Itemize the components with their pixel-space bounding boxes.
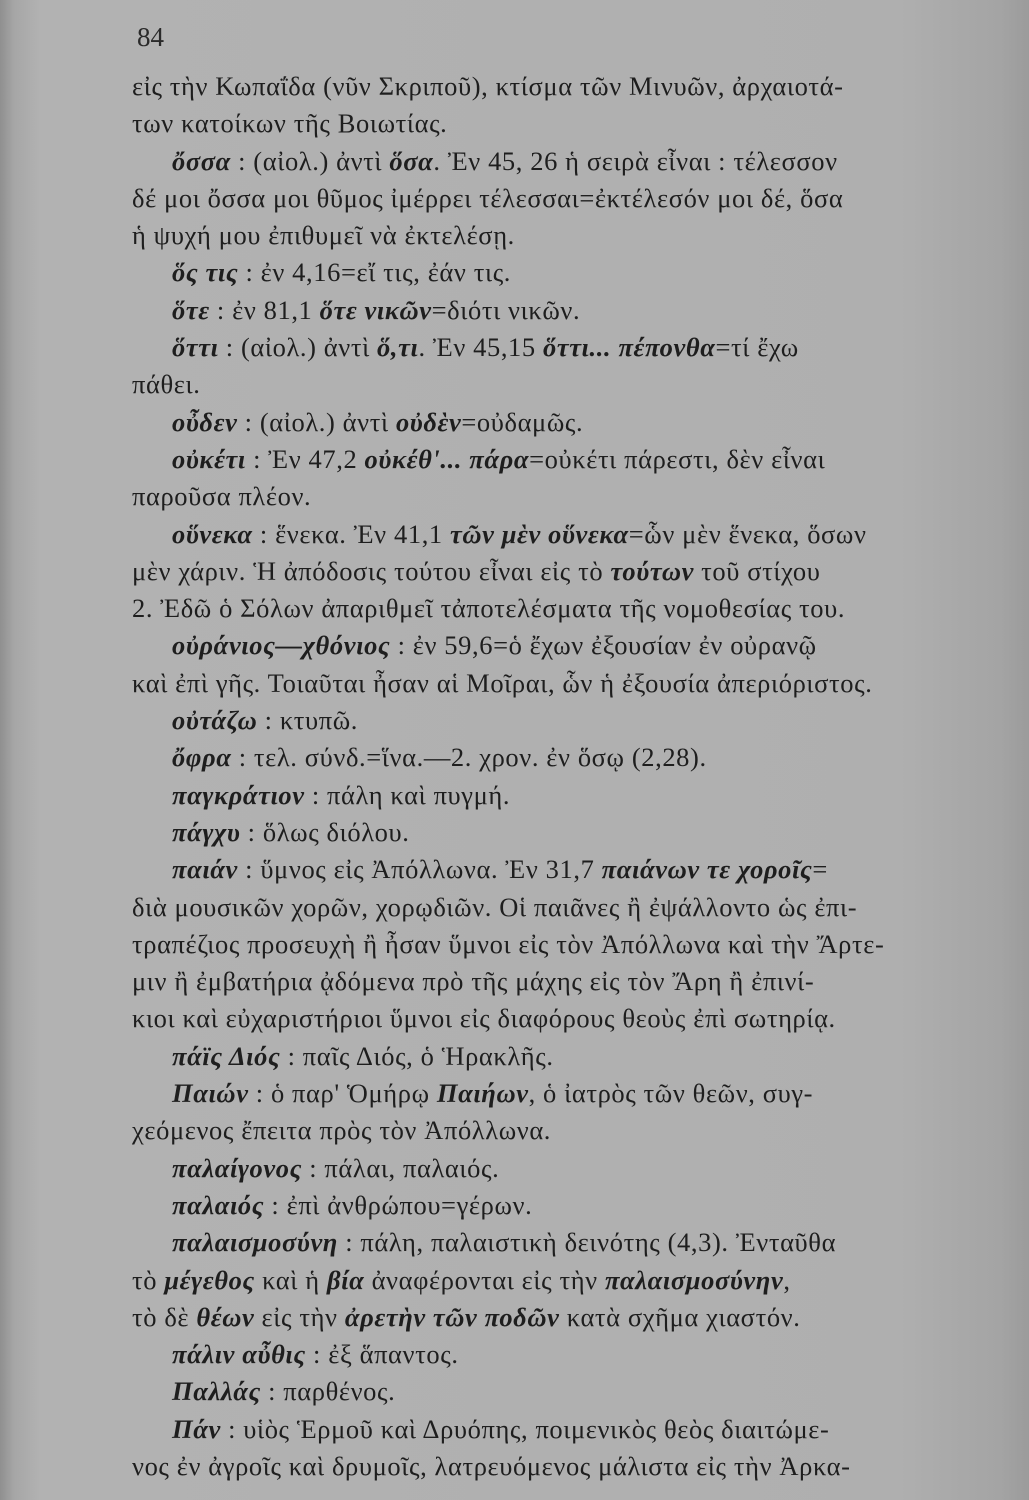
text-run: : παῖς Διός, ὁ Ἡρακλῆς. bbox=[280, 1040, 554, 1071]
text-run: : (αἰολ.) ἀντὶ bbox=[237, 406, 396, 437]
text-run: : ἐπὶ ἀνθρώπου=γέρων. bbox=[264, 1189, 533, 1220]
headword: πέπονθα bbox=[618, 332, 716, 363]
text-run: κιοι καὶ εὐχαριστήριοι ὕμνοι εἰς διαφόρους θεοὺς ἐπὶ σωτηρίᾳ. bbox=[132, 1003, 836, 1034]
text-line bbox=[132, 1411, 1002, 1448]
page-number: 84 bbox=[137, 22, 164, 52]
headword: ὅτε νικῶν bbox=[319, 294, 432, 325]
text-line bbox=[132, 1448, 1002, 1485]
text-run: . Ἐν 45, 26 ἡ σειρὰ εἶναι : τέλεσσον bbox=[433, 145, 838, 176]
text-line bbox=[132, 516, 1002, 553]
headword: παιάν bbox=[172, 854, 238, 885]
headword: οὐκέθ'... bbox=[364, 443, 463, 474]
headword: Παλλάς bbox=[172, 1376, 261, 1407]
headword: ὅσα bbox=[389, 145, 434, 176]
headword: ὅττι... bbox=[542, 332, 612, 363]
headword: μέγεθος bbox=[164, 1264, 255, 1295]
text-run: τὸ bbox=[132, 1264, 165, 1295]
text-run: μὲν χάριν. Ἡ ἀπόδοσις τούτου εἶναι εἰς τὸ bbox=[132, 555, 611, 586]
text-run: : ἐν 59,6=ὁ ἔχων ἐξουσίαν ἐν οὐρανῷ bbox=[390, 630, 817, 661]
headword: βία bbox=[326, 1264, 365, 1295]
text-line bbox=[132, 1000, 1002, 1037]
text-line bbox=[132, 851, 1002, 888]
text-run: κατὰ σχῆμα χιαστόν. bbox=[559, 1301, 801, 1332]
headword: Παιών bbox=[172, 1078, 249, 1109]
text-run: νος ἐν ἀγροῖς καὶ δρυμοῖς, λατρευόμενος μάλιστα εἰς τὴν Ἀρκα- bbox=[132, 1450, 851, 1481]
text-run: : ὁ παρ' Ὁμήρῳ bbox=[248, 1078, 437, 1109]
text-run: : ἐν 81,1 bbox=[209, 294, 320, 325]
text-run: : τελ. σύνδ.=ἵνα.—2. χρον. ἐν ὅσῳ (2,28). bbox=[231, 742, 707, 773]
text-line bbox=[132, 366, 1002, 403]
text-run: 2. Ἐδῶ ὁ Σόλων ἀπαριθμεῖ τἀποτελέσματα τῆς νομοθεσίας του. bbox=[132, 593, 846, 624]
text-run: τοῦ στίχου bbox=[693, 555, 821, 586]
text-run: των κατοίκων τῆς Βοιωτίας. bbox=[132, 108, 448, 139]
text-run: : κτυπῶ. bbox=[257, 705, 358, 736]
text-run: =οὐδαμῶς. bbox=[461, 406, 584, 437]
headword: οὐράνιος—χθόνιος bbox=[172, 630, 391, 661]
headword: παλαιός bbox=[172, 1189, 265, 1220]
headword: ὄσσα bbox=[172, 145, 231, 176]
text-line bbox=[132, 68, 1002, 105]
text-run: : ὕμνος εἰς Ἀπόλλωνα. Ἐν 31,7 bbox=[237, 854, 602, 885]
text-line bbox=[132, 627, 1002, 664]
text-run: εἰς τὴν Κωπαΐδα (νῦν Σκριποῦ), κτίσμα τῶν Μινυῶν, ἀρχαιοτά- bbox=[132, 71, 844, 101]
text-line bbox=[132, 665, 1002, 702]
text-line bbox=[132, 553, 1002, 590]
headword: ἀρετὴν τῶν ποδῶν bbox=[344, 1301, 560, 1332]
text-run: καὶ ἡ bbox=[254, 1264, 327, 1295]
text-run: ἡ ψυχή μου ἐπιθυμεῖ νὰ ἐκτελέσῃ. bbox=[132, 220, 515, 251]
text-run: τὸ δὲ bbox=[132, 1301, 197, 1332]
headword: πάλιν αὖθις bbox=[172, 1339, 306, 1370]
headword: ὅς τις bbox=[172, 257, 239, 288]
headword: ὅ,τι bbox=[377, 332, 419, 363]
text-run: = bbox=[812, 854, 828, 885]
headword: Πάν bbox=[172, 1413, 221, 1444]
headword: ὄφρα bbox=[172, 742, 232, 773]
text-run: : ὅλως διόλου. bbox=[240, 816, 410, 847]
text-run: =διότι νικῶν. bbox=[431, 294, 581, 325]
text-run: διὰ μουσικῶν χορῶν, χορῳδιῶν. Οἱ παιᾶνες ἢ ἐψάλλοντο ὡς ἐπι- bbox=[132, 891, 858, 922]
text-line bbox=[132, 1299, 1002, 1336]
headword: πάγχυ bbox=[172, 816, 241, 847]
text-run: : (αἰολ.) ἀντὶ bbox=[218, 332, 378, 363]
text-run: , bbox=[783, 1264, 791, 1295]
text-line bbox=[132, 329, 1002, 366]
text-line bbox=[132, 1262, 1002, 1299]
text-run: : ἕνεκα. Ἐν 41,1 bbox=[252, 518, 450, 549]
text-line bbox=[132, 404, 1002, 441]
headword: παλαισμοσύνην bbox=[604, 1264, 784, 1295]
text-line bbox=[132, 1075, 1002, 1112]
text-line bbox=[132, 180, 1002, 217]
text-line bbox=[132, 777, 1002, 814]
headword: Παιήων bbox=[436, 1078, 529, 1109]
text-line bbox=[132, 889, 1002, 926]
headword: παλαίγονος bbox=[172, 1152, 303, 1183]
text-line bbox=[132, 292, 1002, 329]
text-run: . Ἐν 45,15 bbox=[418, 332, 543, 363]
headword: ὅτε bbox=[172, 294, 210, 325]
headword: τῶν μὲν οὕνεκα bbox=[450, 518, 629, 549]
text-line bbox=[132, 1224, 1002, 1261]
text-line bbox=[132, 1373, 1002, 1410]
headword: θέων bbox=[196, 1301, 255, 1332]
headword: τούτων bbox=[610, 555, 694, 586]
headword: οὐδὲν bbox=[395, 406, 462, 437]
text-line bbox=[132, 254, 1002, 291]
headword: παγκράτιον bbox=[172, 779, 305, 810]
text-run: : πάλη, παλαιστικὴ δεινότης (4,3). Ἐνταῦθα bbox=[337, 1227, 837, 1258]
text-line bbox=[132, 963, 1002, 1000]
text-line bbox=[132, 1112, 1002, 1149]
headword: οὕνεκα bbox=[172, 518, 253, 549]
text-line bbox=[132, 739, 1002, 776]
text-run: : ἐν 4,16=εἴ τις, ἐάν τις. bbox=[238, 257, 512, 288]
text-run: ἀναφέρονται εἰς τὴν bbox=[364, 1264, 605, 1295]
text-line bbox=[132, 1038, 1002, 1075]
text-line bbox=[132, 1150, 1002, 1187]
text-run: : υἱὸς Ἑρμοῦ καὶ Δρυόπης, ποιμενικὸς θεὸς διαιτώμε- bbox=[220, 1413, 830, 1444]
text-line bbox=[132, 590, 1002, 627]
text-line bbox=[132, 1336, 1002, 1373]
text-run: εἰς τὴν bbox=[254, 1301, 345, 1332]
text-line bbox=[132, 105, 1002, 142]
text-line bbox=[132, 143, 1002, 180]
text-line bbox=[132, 1187, 1002, 1224]
text-line bbox=[132, 217, 1002, 254]
glossary-text bbox=[132, 68, 1002, 1485]
headword: παιάνων τε χοροῖς bbox=[601, 854, 813, 885]
text-run: : (αἰολ.) ἀντὶ bbox=[230, 145, 390, 176]
text-line bbox=[132, 702, 1002, 739]
headword: παλαισμοσύνη bbox=[172, 1227, 338, 1258]
text-line bbox=[132, 926, 1002, 963]
text-line bbox=[132, 441, 1002, 478]
text-run: =ὧν μὲν ἕνεκα, ὅσων bbox=[628, 518, 867, 549]
text-run: χεόμενος ἔπειτα πρὸς τὸν Ἀπόλλωνα. bbox=[132, 1115, 552, 1146]
headword: οὐκέτι bbox=[172, 443, 246, 474]
headword: οὐτάζω bbox=[172, 705, 258, 736]
text-run: καὶ ἐπὶ γῆς. Τοιαῦται ἦσαν αἱ Μοῖραι, ὧν ἡ ἐξουσία ἀπεριόριστος. bbox=[132, 667, 873, 698]
headword: οὖδεν bbox=[172, 406, 238, 437]
text-run: =οὐκέτι πάρεστι, δὲν εἶναι bbox=[529, 443, 826, 474]
text-run: μιν ἢ ἐμβατήρια ᾀδόμενα πρὸ τῆς μάχης εἰς τὸν Ἄρη ἢ ἐπινί- bbox=[132, 966, 815, 997]
headword: πάρα bbox=[469, 443, 530, 474]
text-run: : παρθένος. bbox=[260, 1376, 396, 1407]
text-run: πάθει. bbox=[132, 369, 201, 400]
text-line bbox=[132, 814, 1002, 851]
text-line bbox=[132, 478, 1002, 515]
headword: ὅττι bbox=[172, 332, 219, 363]
text-run: : πάλη καὶ πυγμή. bbox=[304, 779, 511, 810]
text-run: τραπέζιος προσευχὴ ἢ ἦσαν ὕμνοι εἰς τὸν Ἀπόλλωνα καὶ τὴν Ἄρτε- bbox=[132, 928, 885, 959]
text-run: παροῦσα πλέον. bbox=[132, 481, 312, 512]
text-run: δέ μοι ὄσσα μοι θῦμος ἰμέρρει τέλεσσαι=ἐκτέλεσόν μοι δέ, ὅσα bbox=[132, 182, 844, 213]
text-run: : πάλαι, παλαιός. bbox=[302, 1152, 500, 1183]
text-run: =τί ἔχω bbox=[715, 332, 799, 363]
headword: πάϊς Διός bbox=[172, 1040, 281, 1071]
text-run: , ὁ ἰατρὸς τῶν θεῶν, συγ- bbox=[528, 1078, 814, 1109]
text-run: : Ἐν 47,2 bbox=[245, 443, 365, 474]
text-run: : ἐξ ἅπαντος. bbox=[305, 1339, 459, 1370]
